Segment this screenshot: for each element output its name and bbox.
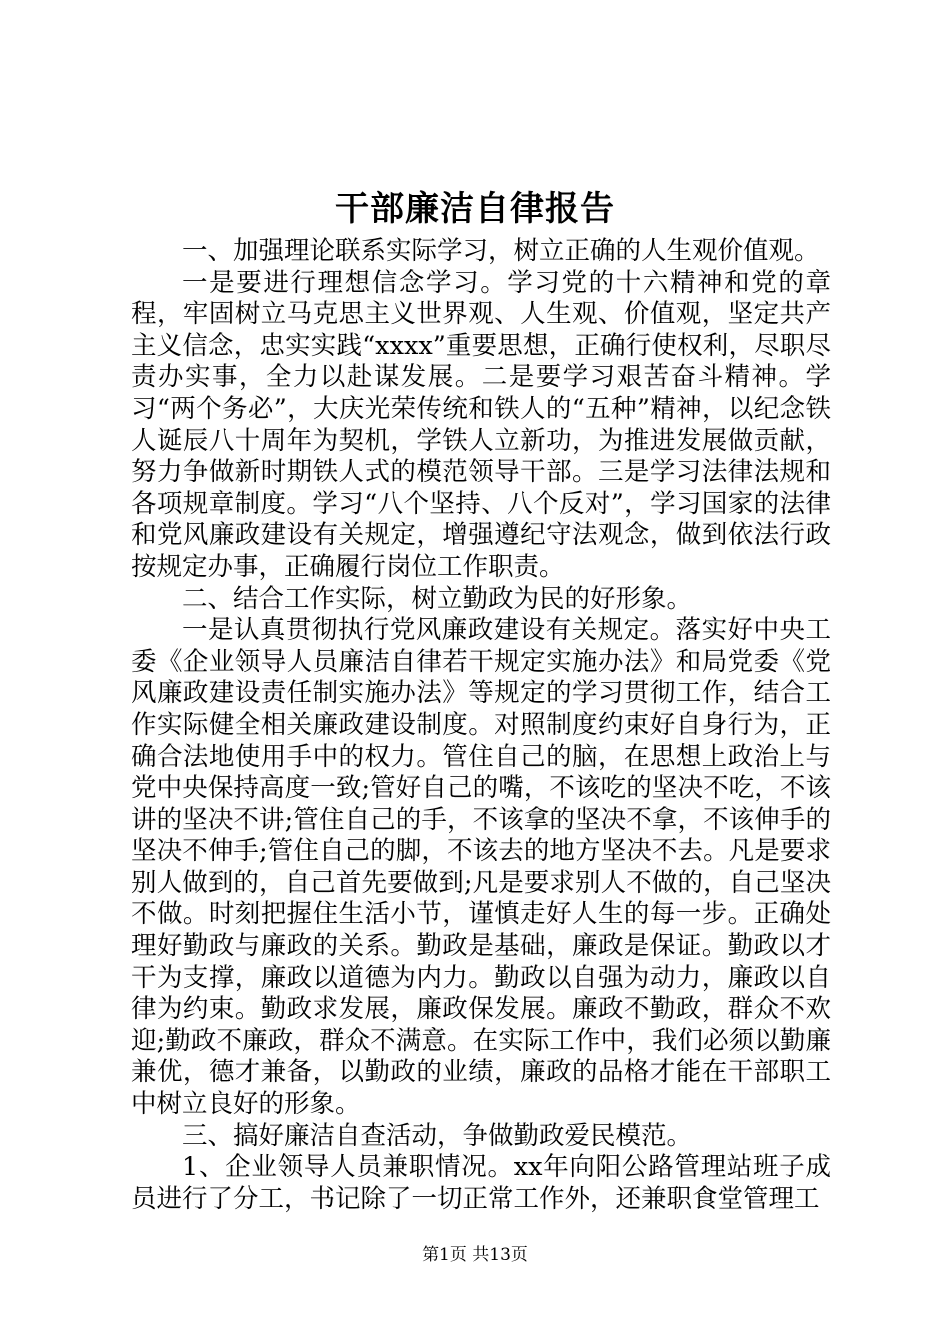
section-heading-2: 二、结合工作实际，树立勤政为民的好形象。 — [182, 583, 693, 614]
document-title: 干部廉洁自律报告 — [335, 189, 615, 229]
body-paragraph: 1、企业领导人员兼职情况。xx年向阳公路管理站班子成员进行了分工，书记除了一切正常工作外，还兼职食堂管理工 — [131, 1152, 831, 1214]
body-paragraph: 一是要进行理想信念学习。学习党的十六精神和党的章程，牢固树立马克思主义世界观、人生观、价值观，坚定共产主义信念，忠实实践“xxxx”重要思想，正确行使权利，尽职尽责办实事，全力以赴谋发展。二是要学习艰苦奋斗精神。学习“两个务必”，大庆光荣传统和铁人的“五种”精神，以纪念铁人诞辰八十周年为契机，学铁人立新功，为推进发展做贡献，努力争做新时期铁人式的模范领导干部。三是学习法律法规和各项规章制度。学习“八个坚持、八个反对”，学习国家的法律和党风廉政建设有关规定，增强遵纪守法观念，做到依法行政按规定办事，正确履行岗位工作职责。 — [131, 267, 831, 582]
section-heading-1: 一、加强理论联系实际学习，树立正确的人生观价值观。 — [182, 236, 820, 266]
section-heading-3: 三、搞好廉洁自查活动，争做勤政爱民模范。 — [182, 1120, 693, 1151]
page-number-footer: 第1页 共13页 — [422, 1245, 528, 1265]
body-paragraph: 一是认真贯彻执行党风廉政建设有关规定。落实好中央工委《企业领导人员廉洁自律若干规定实施办法》和局党委《党风廉政建设责任制实施办法》等规定的学习贯彻工作，结合工作实际健全相关廉政建设制度。对照制度约束好自身行为，正确合法地使用手中的权力。管住自己的脑，在思想上政治上与党中央保持高度一致;管好自己的嘴，不该吃的坚决不吃，不该讲的坚决不讲;管住自己的手，不该拿的坚决不拿，不该伸手的坚决不伸手;管住自己的脚，不该去的地方坚决不去。凡是要求别人做到的，自己首先要做到;凡是要求别人不做的，自己坚决不做。时刻把握住生活小节，谨慎走好人生的每一步。正确处理好勤政与廉政的关系。勤政是基础，廉政是保证。勤政以才干为支撑，廉政以道德为内力。勤政以自强为动力，廉政以自律为约束。勤政求发展，廉政保发展。廉政不勤政，群众不欢迎;勤政不廉政，群众不满意。在实际工作中，我们必须以勤廉兼优，德才兼备，以勤政的业绩，廉政的品格才能在干部职工中树立良好的形象。 — [131, 615, 831, 1120]
document-body — [131, 236, 831, 1215]
